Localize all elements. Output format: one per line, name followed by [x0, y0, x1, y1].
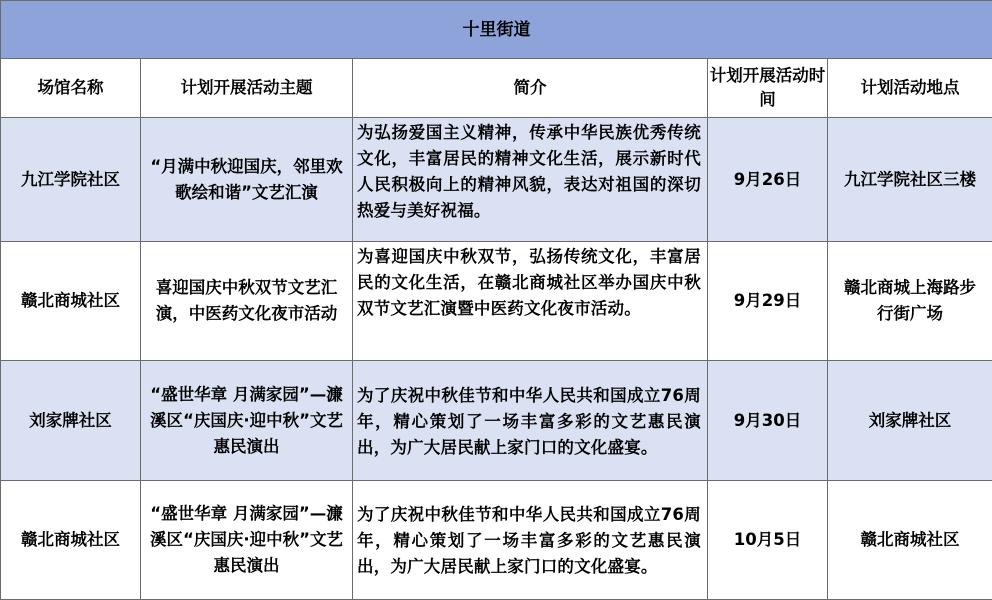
time-cell: 10月5日	[708, 481, 828, 600]
header-location: 计划活动地点	[828, 59, 992, 118]
theme-cell: “月满中秋迎国庆，邻里欢歌绘和谐”文艺汇演	[141, 118, 353, 242]
header-theme: 计划开展活动主题	[141, 59, 353, 118]
time-cell: 9月29日	[708, 242, 828, 361]
table-row	[1, 481, 992, 600]
time-cell: 9月26日	[708, 118, 828, 242]
theme-cell: “盛世华章 月满家园”—濂溪区“庆国庆·迎中秋”文艺惠民演出	[141, 481, 353, 600]
venue-cell: 赣北商城社区	[1, 481, 141, 600]
table-row	[1, 118, 992, 242]
intro-cell: 为弘扬爱国主义精神，传承中华民族优秀传统文化，丰富居民的精神文化生活，展示新时代人民积极向上的精神风貌，表达对祖国的深切热爱与美好祝福。	[353, 118, 708, 242]
intro-cell: 为了庆祝中秋佳节和中华人民共和国成立76周年，精心策划了一场丰富多彩的文艺惠民演出，为广大居民献上家门口的文化盛宴。	[353, 481, 708, 600]
venue-cell: 九江学院社区	[1, 118, 141, 242]
header-row	[1, 59, 992, 118]
location-cell: 赣北商城社区	[828, 481, 992, 600]
location-cell: 九江学院社区三楼	[828, 118, 992, 242]
venue-cell: 刘家牌社区	[1, 361, 141, 481]
intro-cell: 为了庆祝中秋佳节和中华人民共和国成立76周年，精心策划了一场丰富多彩的文艺惠民演出，为广大居民献上家门口的文化盛宴。	[353, 361, 708, 481]
time-cell: 9月30日	[708, 361, 828, 481]
theme-cell: 喜迎国庆中秋双节文艺汇演，中医药文化夜市活动	[141, 242, 353, 361]
header-time: 计划开展活动时间	[708, 59, 828, 118]
table-row	[1, 361, 992, 481]
header-intro: 简介	[353, 59, 708, 118]
title-row	[1, 1, 992, 59]
table-title: 十里街道	[1, 1, 992, 59]
venue-cell: 赣北商城社区	[1, 242, 141, 361]
header-venue: 场馆名称	[1, 59, 141, 118]
intro-cell: 为喜迎国庆中秋双节，弘扬传统文化，丰富居民的文化生活，在赣北商城社区举办国庆中秋双节文艺汇演暨中医药文化夜市活动。	[353, 242, 708, 361]
theme-cell: “盛世华章 月满家园”—濂溪区“庆国庆·迎中秋”文艺惠民演出	[141, 361, 353, 481]
location-cell: 赣北商城上海路步行街广场	[828, 242, 992, 361]
location-cell: 刘家牌社区	[828, 361, 992, 481]
table-row	[1, 242, 992, 361]
